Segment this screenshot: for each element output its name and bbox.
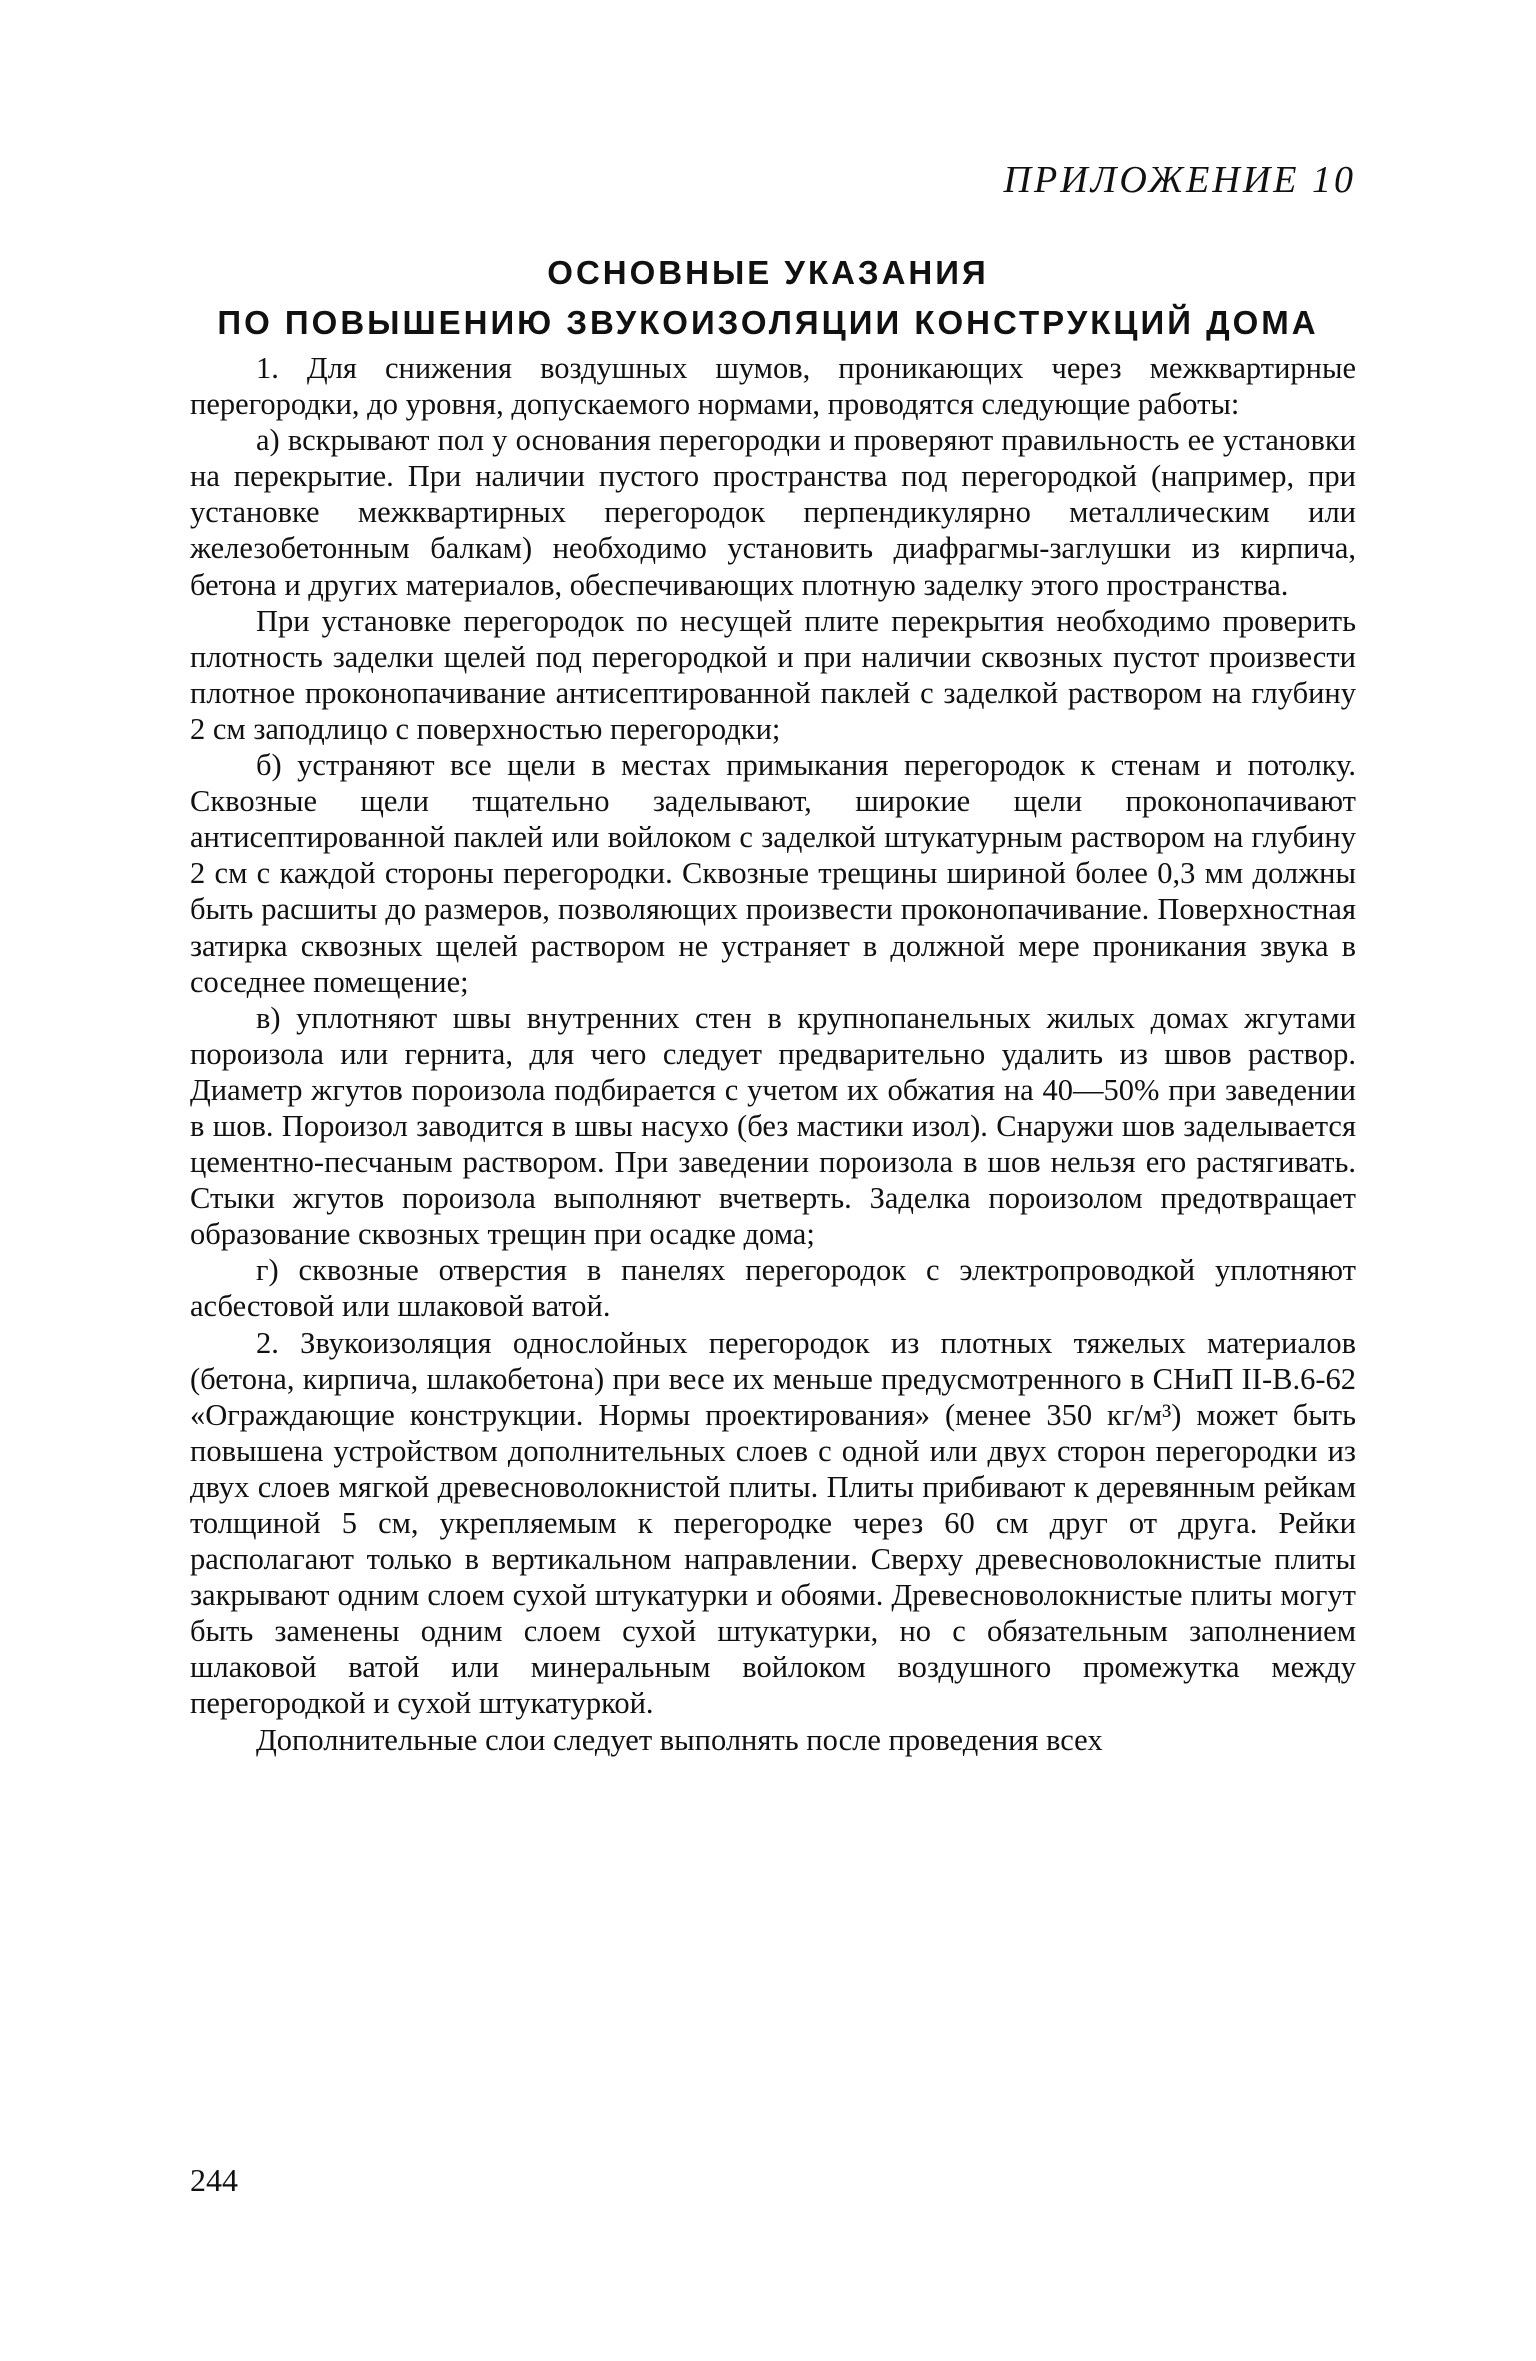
paragraph-item-a: а) вскрывают пол у основания перегородки и проверяют правильность ее установки на перекрытие. При наличии пустого пространства под перегородкой (например, при установке межквартирных перегородок перпендикулярно металлическим или железобетонным балкам) необходимо установить диафрагмы-заглушки из кирпича, бетона и других материалов, обеспечивающих плотную заделку этого пространства. [190,423,1356,602]
paragraph-partition-slab: При установке перегородок по несущей плите перекрытия необходимо проверить плотность заделки щелей под перегородкой и при наличии сквозных пустот произвести плотное проконопачивание антисептированной паклей с заделкой раствором на глубину 2 см заподлицо с поверхностью перегородки; [190,603,1356,746]
paragraph-item-g: г) сквозные отверстия в панелях перегородок с электропроводкой уплотняют асбестовой или шлаковой ватой. [190,1253,1356,1324]
paragraph-item-b: б) устраняют все щели в местах примыкания перегородок к стенам и потолку. Сквозные щели тщательно заделывают, широкие щели проконопачивают антисептированной паклей или войлоком с заделкой штукатурным раствором на глубину 2 см с каждой стороны перегородки. Сквозные трещины шириной более 0,3 мм должны быть расшиты до размеров, позволяющих произвести проконопачивание. Поверхностная затирка сквозных щелей раствором не устраняет в должной мере проникания звука в соседнее помещение; [190,748,1356,999]
title-line-1: ОСНОВНЫЕ УКАЗАНИЯ [547,254,989,291]
page-number: 244 [190,2162,238,2198]
paragraph-item-v: в) уплотняют швы внутренних стен в крупнопанельных жилых домах жгутами пороизола или гернита, для чего следует предварительно удалить из швов раствор. Диаметр жгутов пороизола подбирается с учетом их обжатия на 40—50% при заведении в шов. Пороизол заводится в швы насухо (без мастики изол). Снаружи шов заделывается цементно-песчаным раствором. При заведении пороизола в шов нельзя его растягивать. Стыки жгутов пороизола выполняют вчетверть. Заделка пороизолом предотвращает образование сквозных трещин при осадке дома; [190,1000,1356,1252]
page-title [180,248,1356,348]
paragraph-1: 1. Для снижения воздушных шумов, проникающих через межквартирные перегородки, до уровня, допускаемого нормами, проводятся следующие работы: [190,351,1356,422]
appendix-label: ПРИЛОЖЕНИЕ 10 [1003,159,1356,201]
body-text [190,350,1356,1758]
paragraph-2: 2. Звукоизоляция однослойных перегородок из плотных тяжелых материалов (бетона, кирпича, шлакобетона) при весе их меньше предусмотренного в СНиП II-В.6-62 «Ограждающие конструкции. Нормы проектирования» (менее 350 кг/м³) может быть повышена устройством дополнительных слоев с одной или двух сторон перегородки из двух слоев мягкой древесноволокнистой плиты. Плиты прибивают к деревянным рейкам толщиной 5 см, укрепляемым к перегородке через 60 см друг от друга. Рейки располагают только в вертикальном направлении. Сверху древесноволокнистые плиты закрывают одним слоем сухой штукатурки и обоями. Древесноволокнистые плиты могут быть заменены одним слоем сухой штукатурки, но с обязательным заполнением шлаковой ватой или минеральным войлоком воздушного промежутка между перегородкой и сухой штукатуркой. [190,1325,1356,1721]
title-line-2: ПО ПОВЫШЕНИЮ ЗВУКОИЗОЛЯЦИИ КОНСТРУКЦИЙ ДОМА [217,304,1319,341]
paragraph-continued: Дополнительные слои следует выполнять после проведения всех [256,1722,1103,1757]
